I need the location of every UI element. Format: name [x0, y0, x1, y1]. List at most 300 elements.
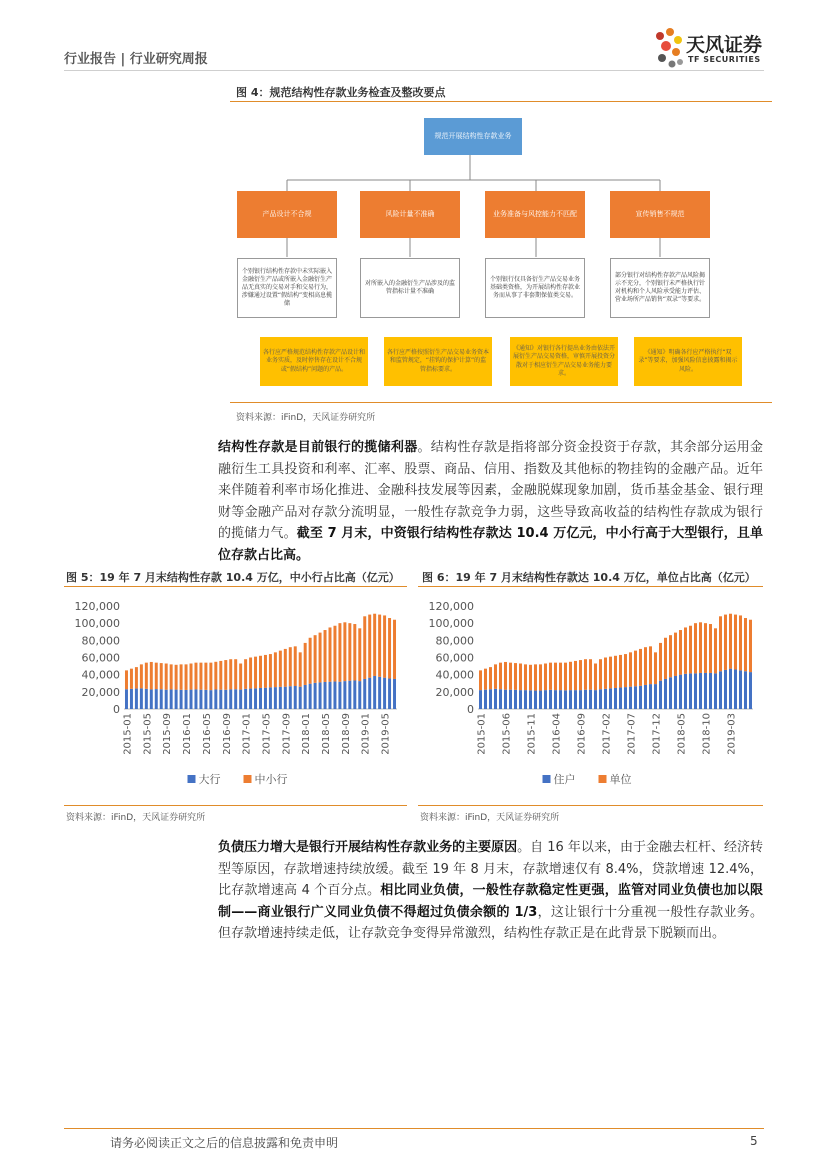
bar-segment-base	[589, 690, 592, 709]
bar-segment-base	[194, 689, 197, 709]
bar-segment-base	[249, 689, 252, 709]
diagram-description-node: 对所嵌入的金融衍生产品涉及的监管指标计量不准确	[360, 258, 460, 318]
bar-segment-top	[709, 624, 712, 673]
bar-segment-top	[489, 667, 492, 689]
bar-segment-top	[529, 665, 532, 690]
legend-swatch	[543, 775, 551, 783]
bar-segment-top	[549, 663, 552, 690]
bar-segment-top	[234, 659, 237, 689]
paragraph-lead: 结构性存款是目前银行的揽储利器	[218, 440, 418, 455]
bar-segment-base	[619, 688, 622, 709]
x-tick-label: 2016-04	[551, 713, 563, 755]
bar-segment-top	[484, 669, 487, 690]
bar-segment-base	[319, 682, 322, 709]
bar-segment-base	[209, 690, 212, 709]
bar-segment-top	[324, 630, 327, 682]
bar-segment-base	[734, 670, 737, 709]
figure6-bottom-rule	[418, 805, 763, 806]
bar-segment-top	[509, 663, 512, 690]
bar-segment-top	[634, 651, 637, 687]
bar-segment-top	[494, 664, 497, 688]
bar-segment-base	[479, 690, 482, 709]
figure6-top-rule	[418, 586, 763, 587]
bar-segment-top	[358, 628, 361, 681]
diagram-description-node: 部分银行对结构性存款产品风险揭示不充分，个别银行未严格执行针对机构和个人风险承受能力评估、营业场所产品销售“双录”等要求。	[610, 258, 710, 318]
bar-segment-base	[599, 689, 602, 709]
bar-segment-base	[314, 683, 317, 709]
bar-segment-base	[744, 671, 747, 709]
bar-segment-base	[329, 682, 332, 709]
bar-segment-base	[324, 682, 327, 709]
bar-segment-top	[130, 669, 133, 689]
diagram-fix-node: 各行应严格按照衍生产品交易业务资本和监管规定，“挂钩的保护计算”的监管指标要求。	[384, 337, 492, 386]
x-tick-label: 2019-03	[726, 713, 738, 755]
bar-segment-top	[704, 623, 707, 673]
diagram-category-node: 宣传销售不规范	[610, 191, 710, 238]
bar-segment-top	[639, 649, 642, 686]
bar-segment-top	[679, 630, 682, 675]
y-tick-label: 0	[467, 703, 474, 716]
y-tick-label: 20,000	[435, 685, 474, 699]
bar-segment-top	[373, 614, 376, 676]
bar-segment-top	[574, 661, 577, 690]
x-tick-label: 2015-09	[162, 713, 174, 755]
bar-segment-top	[249, 658, 252, 689]
bar-segment-top	[269, 654, 272, 687]
bar-segment-base	[579, 690, 582, 709]
bar-segment-top	[224, 660, 227, 690]
bar-segment-top	[393, 620, 396, 679]
bar-segment-base	[644, 685, 647, 709]
diagram-fix-node: 各行应严格规范结构性存款产品设计和业务实质，及时停售存在设计不合规或“假结构”问题的产品。	[260, 337, 368, 386]
bar-segment-top	[140, 664, 143, 688]
bar-segment-base	[373, 676, 376, 709]
x-tick-label: 2018-05	[321, 713, 333, 755]
bar-segment-base	[185, 690, 188, 709]
bar-segment-base	[309, 684, 312, 709]
bar-segment-top	[165, 664, 168, 690]
bar-segment-top	[368, 615, 371, 678]
paragraph-liability-pressure	[218, 837, 763, 945]
x-tick-label: 2019-05	[380, 713, 392, 755]
bar-segment-top	[619, 655, 622, 688]
y-tick-label: 40,000	[81, 668, 120, 682]
bar-segment-base	[269, 687, 272, 709]
bar-segment-base	[494, 689, 497, 709]
bar-segment-base	[629, 687, 632, 709]
bar-segment-top	[559, 663, 562, 690]
bar-segment-top	[599, 659, 602, 689]
bar-segment-top	[744, 618, 747, 671]
diagram-description-node: 个别银行仅具备衍生产品交易业务基础类资格，为开展结构性存款业务而从事了非套期保值类交易。	[485, 258, 585, 318]
bar-segment-base	[145, 689, 148, 709]
paragraph-emphasis: 截至 7 月末，中资银行结构性存款达 10.4 万亿元，中小行高于大型银行，且单位存款占比高。	[218, 526, 763, 563]
bar-segment-top	[329, 627, 332, 681]
bar-segment-base	[584, 690, 587, 709]
bar-segment-base	[279, 687, 282, 709]
x-tick-label: 2017-12	[651, 713, 663, 755]
bar-segment-base	[574, 690, 577, 709]
bar-segment-top	[239, 664, 242, 690]
bar-segment-top	[514, 663, 517, 690]
bar-segment-base	[679, 675, 682, 709]
bar-segment-base	[704, 673, 707, 709]
bar-segment-top	[684, 627, 687, 673]
bar-segment-base	[125, 689, 128, 709]
bar-segment-top	[284, 649, 287, 687]
figure5-bottom-rule	[64, 805, 407, 806]
paragraph-structured-deposits	[218, 437, 763, 566]
bar-segment-base	[140, 688, 143, 709]
bar-segment-top	[589, 659, 592, 689]
bar-segment-top	[729, 614, 732, 669]
diagram-category-node: 风险计量不准确	[360, 191, 460, 238]
bar-segment-base	[358, 681, 361, 709]
bar-segment-top	[274, 652, 277, 687]
bar-segment-top	[579, 660, 582, 690]
bar-segment-top	[609, 657, 612, 689]
bar-segment-top	[539, 664, 542, 690]
bar-segment-base	[664, 679, 667, 709]
bar-segment-top	[383, 615, 386, 677]
diagram-fix-node: 《通知》明确各行应严格执行“双录”等要求，加强风险信息披露和揭示风险。	[634, 337, 742, 386]
x-tick-label: 2017-01	[241, 713, 253, 755]
bar-segment-base	[388, 679, 391, 709]
bar-segment-base	[299, 687, 302, 709]
bar-segment-base	[234, 689, 237, 709]
bar-segment-top	[659, 643, 662, 681]
bar-segment-base	[244, 689, 247, 709]
bar-segment-base	[333, 682, 336, 709]
bar-segment-top	[519, 664, 522, 691]
bar-segment-top	[614, 656, 617, 688]
bar-segment-top	[353, 624, 356, 680]
bar-segment-top	[180, 664, 183, 689]
bar-segment-top	[378, 615, 381, 677]
bar-segment-top	[254, 657, 257, 689]
bar-segment-base	[719, 671, 722, 709]
bar-segment-top	[564, 663, 567, 691]
bar-segment-base	[729, 669, 732, 709]
bar-segment-top	[624, 654, 627, 687]
y-tick-label: 60,000	[435, 651, 474, 665]
bar-segment-top	[689, 626, 692, 674]
bar-segment-top	[694, 623, 697, 673]
x-tick-label: 2019-01	[360, 713, 372, 755]
bar-segment-base	[649, 684, 652, 709]
x-tick-label: 2018-09	[340, 713, 352, 755]
bar-segment-top	[644, 647, 647, 685]
bar-segment-top	[734, 615, 737, 670]
diagram-description-node: 个别银行结构性存款中未实际嵌入金融衍生产品或所嵌入金融衍生产品无真实的交易对手和交易行为，涉嫌通过设置“假结构”变相高息揽储	[237, 258, 337, 318]
bar-segment-base	[199, 690, 202, 709]
x-tick-label: 2017-09	[281, 713, 293, 755]
bar-segment-base	[544, 690, 547, 709]
bar-segment-top	[299, 652, 302, 686]
bar-segment-top	[244, 659, 247, 689]
figure5-title: 图 5：19 年 7 月末结构性存款 10.4 万亿，中小行占比高（亿元）	[66, 571, 400, 584]
legend-label: 中小行	[254, 773, 288, 786]
bar-segment-base	[160, 689, 163, 709]
header-doc-type: 行业报告 | 行业研究周报	[64, 52, 208, 67]
bar-segment-base	[343, 681, 346, 709]
x-tick-label: 2017-07	[626, 713, 638, 755]
bar-segment-base	[529, 690, 532, 709]
bar-segment-top	[363, 616, 366, 679]
bar-segment-top	[669, 635, 672, 677]
bar-segment-base	[368, 678, 371, 709]
bar-segment-top	[699, 622, 702, 673]
figure5-top-rule	[64, 586, 407, 587]
bar-segment-base	[383, 678, 386, 709]
bar-segment-base	[363, 679, 366, 709]
bar-segment-base	[190, 690, 193, 709]
bar-segment-base	[604, 689, 607, 709]
bar-segment-base	[669, 677, 672, 709]
bar-segment-top	[199, 663, 202, 690]
bar-segment-top	[714, 628, 717, 673]
bar-segment-top	[264, 655, 267, 688]
page-number: 5	[750, 1134, 758, 1148]
bar-segment-top	[194, 663, 197, 690]
x-tick-label: 2017-05	[261, 713, 273, 755]
bar-segment-top	[569, 662, 572, 690]
bar-segment-base	[304, 685, 307, 709]
bar-segment-base	[519, 690, 522, 709]
bar-segment-base	[229, 689, 232, 709]
figure4-bottom-rule	[230, 402, 772, 403]
bar-segment-top	[594, 664, 597, 691]
diagram-fix-node: 《通知》对银行各行提出业务由依法开展衍生产品交易资格，审慎开展投资分散对于相应衍生产品交易业务能力要求。	[510, 337, 618, 386]
x-tick-label: 2018-10	[701, 713, 713, 755]
bar-segment-base	[338, 682, 341, 709]
legend-label: 单位	[609, 773, 632, 786]
bar-segment-top	[319, 633, 322, 683]
bar-segment-base	[214, 690, 217, 709]
bar-segment-top	[749, 620, 752, 672]
bar-segment-base	[204, 690, 207, 709]
bar-segment-base	[135, 689, 138, 709]
bar-segment-top	[314, 635, 317, 683]
figure5-chart	[64, 592, 407, 800]
bar-segment-base	[353, 681, 356, 709]
bar-segment-base	[264, 688, 267, 709]
bar-segment-base	[489, 689, 492, 709]
footer-disclaimer: 请务必阅读正文之后的信息披露和免责申明	[110, 1136, 339, 1150]
legend-swatch	[188, 775, 196, 783]
bar-segment-base	[639, 686, 642, 709]
bar-segment-base	[609, 688, 612, 709]
bar-segment-top	[348, 623, 351, 681]
bar-segment-base	[634, 686, 637, 709]
figure6-title: 图 6：19 年 7 月末结构性存款达 10.4 万亿，单位占比高（亿元）	[422, 571, 756, 584]
figure4-top-rule	[230, 101, 772, 102]
legend-swatch	[599, 775, 607, 783]
bar-segment-top	[554, 663, 557, 690]
bar-segment-base	[549, 690, 552, 709]
bar-segment-top	[175, 665, 178, 690]
x-tick-label: 2015-01	[122, 713, 134, 755]
bar-segment-base	[564, 690, 567, 709]
bar-segment-base	[739, 670, 742, 709]
figure4-title: 图 4：规范结构性存款业务检查及整改要点	[236, 86, 446, 99]
bar-segment-base	[509, 690, 512, 709]
y-tick-label: 0	[113, 703, 120, 716]
bar-segment-base	[378, 677, 381, 709]
x-tick-label: 2016-09	[221, 713, 233, 755]
bar-segment-base	[594, 690, 597, 709]
bar-segment-top	[719, 616, 722, 671]
y-tick-label: 80,000	[81, 634, 120, 648]
figure5-source: 资料来源：iFinD，天风证券研究所	[66, 813, 206, 823]
bar-segment-top	[229, 659, 232, 689]
bar-segment-top	[333, 626, 336, 682]
bar-segment-top	[724, 615, 727, 670]
y-tick-label: 100,000	[428, 617, 474, 631]
bar-segment-base	[219, 690, 222, 709]
bar-segment-top	[294, 646, 297, 686]
bar-segment-top	[135, 667, 138, 688]
bar-segment-top	[190, 664, 193, 690]
bar-segment-base	[624, 687, 627, 709]
bar-segment-top	[388, 618, 391, 679]
bar-segment-base	[284, 687, 287, 709]
bar-segment-top	[204, 663, 207, 690]
bar-segment-top	[214, 662, 217, 690]
x-tick-label: 2015-11	[526, 713, 538, 755]
bar-segment-base	[239, 690, 242, 709]
bar-segment-base	[130, 689, 133, 709]
x-tick-label: 2015-06	[501, 713, 513, 755]
figure4-source: 资料来源：iFinD，天风证券研究所	[236, 413, 376, 423]
bar-segment-base	[170, 689, 173, 709]
bar-segment-top	[649, 646, 652, 684]
bar-segment-base	[484, 690, 487, 709]
bar-segment-base	[150, 689, 153, 709]
bar-segment-top	[289, 647, 292, 686]
legend-swatch	[244, 775, 252, 783]
bar-segment-top	[604, 658, 607, 689]
x-tick-label: 2018-01	[301, 713, 313, 755]
bar-segment-top	[654, 652, 657, 684]
bar-segment-base	[709, 673, 712, 709]
paragraph-body: 。结构性存款是指将部分资金投资于存款，其余部分运用金融衍生工具投资和利率、汇率、股票、商品、信用、指数及其他标的物挂钩的金融产品。近年来伴随着利率市场化推进、金融科技发展等因素，金融脱媒现象加剧，货币基金基金、银行理财等金融产品对存款分流明显，一般性存款竞争力弱，这些导致高收益的结构性存款成为银行的揽储力气。	[218, 440, 763, 541]
bar-segment-base	[674, 676, 677, 709]
bar-segment-top	[479, 670, 482, 690]
diagram-category-node: 业务准备与风控能力不匹配	[485, 191, 585, 238]
bar-segment-top	[504, 662, 507, 690]
y-tick-label: 40,000	[435, 668, 474, 682]
bar-segment-base	[289, 686, 292, 709]
y-tick-label: 120,000	[74, 600, 120, 613]
bar-segment-top	[170, 664, 173, 689]
paragraph-body: ，这让银行十分重视一般性存款业务。但存款增速持续走低，让存款竞争变得异常激烈，结构性存款正是在此背景下脱颖而出。	[218, 904, 763, 941]
logo-name-en: TF SECURITIES	[688, 55, 761, 64]
bar-segment-top	[309, 638, 312, 684]
bar-segment-top	[338, 623, 341, 682]
bar-segment-base	[274, 687, 277, 709]
footer-divider	[64, 1128, 764, 1129]
legend-label: 住户	[553, 773, 576, 786]
bar-segment-top	[629, 652, 632, 686]
legend-label: 大行	[198, 773, 221, 786]
bar-segment-base	[689, 673, 692, 709]
bar-segment-top	[219, 661, 222, 690]
bar-segment-base	[554, 690, 557, 709]
bar-segment-base	[614, 688, 617, 709]
bar-segment-top	[664, 638, 667, 679]
paragraph-lead: 负债压力增大是银行开展结构性存款业务的主要原因	[218, 840, 518, 855]
bar-segment-top	[125, 670, 128, 689]
bar-segment-top	[185, 664, 188, 690]
bar-segment-top	[343, 622, 346, 681]
bar-segment-base	[175, 690, 178, 709]
figure6-chart	[418, 592, 763, 800]
bar-segment-top	[499, 663, 502, 690]
bar-segment-top	[150, 662, 153, 689]
x-tick-label: 2015-05	[142, 713, 154, 755]
bar-segment-base	[684, 674, 687, 709]
bar-segment-base	[224, 690, 227, 709]
bar-segment-base	[569, 690, 572, 709]
bar-segment-top	[544, 664, 547, 691]
y-tick-label: 60,000	[81, 651, 120, 665]
bar-segment-base	[534, 691, 537, 709]
bar-segment-base	[180, 690, 183, 709]
bar-segment-top	[524, 664, 527, 690]
x-tick-label: 2016-01	[182, 713, 194, 755]
bar-segment-base	[539, 691, 542, 709]
y-tick-label: 120,000	[428, 600, 474, 613]
bar-segment-top	[534, 664, 537, 690]
paragraph-body: 。自 16 年以来，由于金融去杠杆、经济转型等原因，存款增速持续放缓。截至 19 年 8 月末，存款增速仅有 8.4%，贷款增速 12.4%，比存款增速高 4 个百分点。	[218, 840, 763, 898]
x-tick-label: 2018-05	[676, 713, 688, 755]
bar-segment-base	[504, 690, 507, 709]
bar-segment-top	[160, 663, 163, 689]
bar-segment-base	[699, 673, 702, 709]
bar-segment-base	[165, 690, 168, 709]
bar-segment-base	[254, 688, 257, 709]
y-tick-label: 80,000	[435, 634, 474, 648]
bar-segment-top	[279, 651, 282, 687]
bar-segment-top	[304, 643, 307, 685]
bar-segment-base	[499, 689, 502, 709]
x-tick-label: 2016-05	[201, 713, 213, 755]
bar-segment-top	[259, 656, 262, 688]
bar-segment-top	[674, 633, 677, 676]
bar-segment-base	[559, 690, 562, 709]
bar-segment-base	[749, 672, 752, 709]
bar-segment-base	[294, 686, 297, 709]
diagram-root-node: 规范开展结构性存款业务	[424, 118, 522, 155]
bar-segment-base	[524, 690, 527, 709]
diagram-category-node: 产品设计不合规	[237, 191, 337, 238]
paragraph-emphasis: 相比同业负债，一般性存款稳定性更强，监管对同业负债也加以限制——商业银行广义同业负债不得超过负债余额的 1/3	[218, 883, 763, 920]
bar-segment-base	[155, 689, 158, 709]
bar-segment-top	[145, 663, 148, 689]
bar-segment-base	[393, 679, 396, 709]
bar-segment-top	[155, 663, 158, 689]
x-tick-label: 2017-02	[601, 713, 613, 755]
y-tick-label: 100,000	[74, 617, 120, 631]
x-tick-label: 2015-01	[476, 713, 488, 755]
figure6-source: 资料来源：iFinD，天风证券研究所	[420, 813, 560, 823]
bar-segment-base	[654, 684, 657, 709]
bar-segment-top	[739, 615, 742, 670]
x-tick-label: 2016-09	[576, 713, 588, 755]
logo-name: 天风证券	[686, 34, 763, 56]
bar-segment-base	[694, 673, 697, 709]
